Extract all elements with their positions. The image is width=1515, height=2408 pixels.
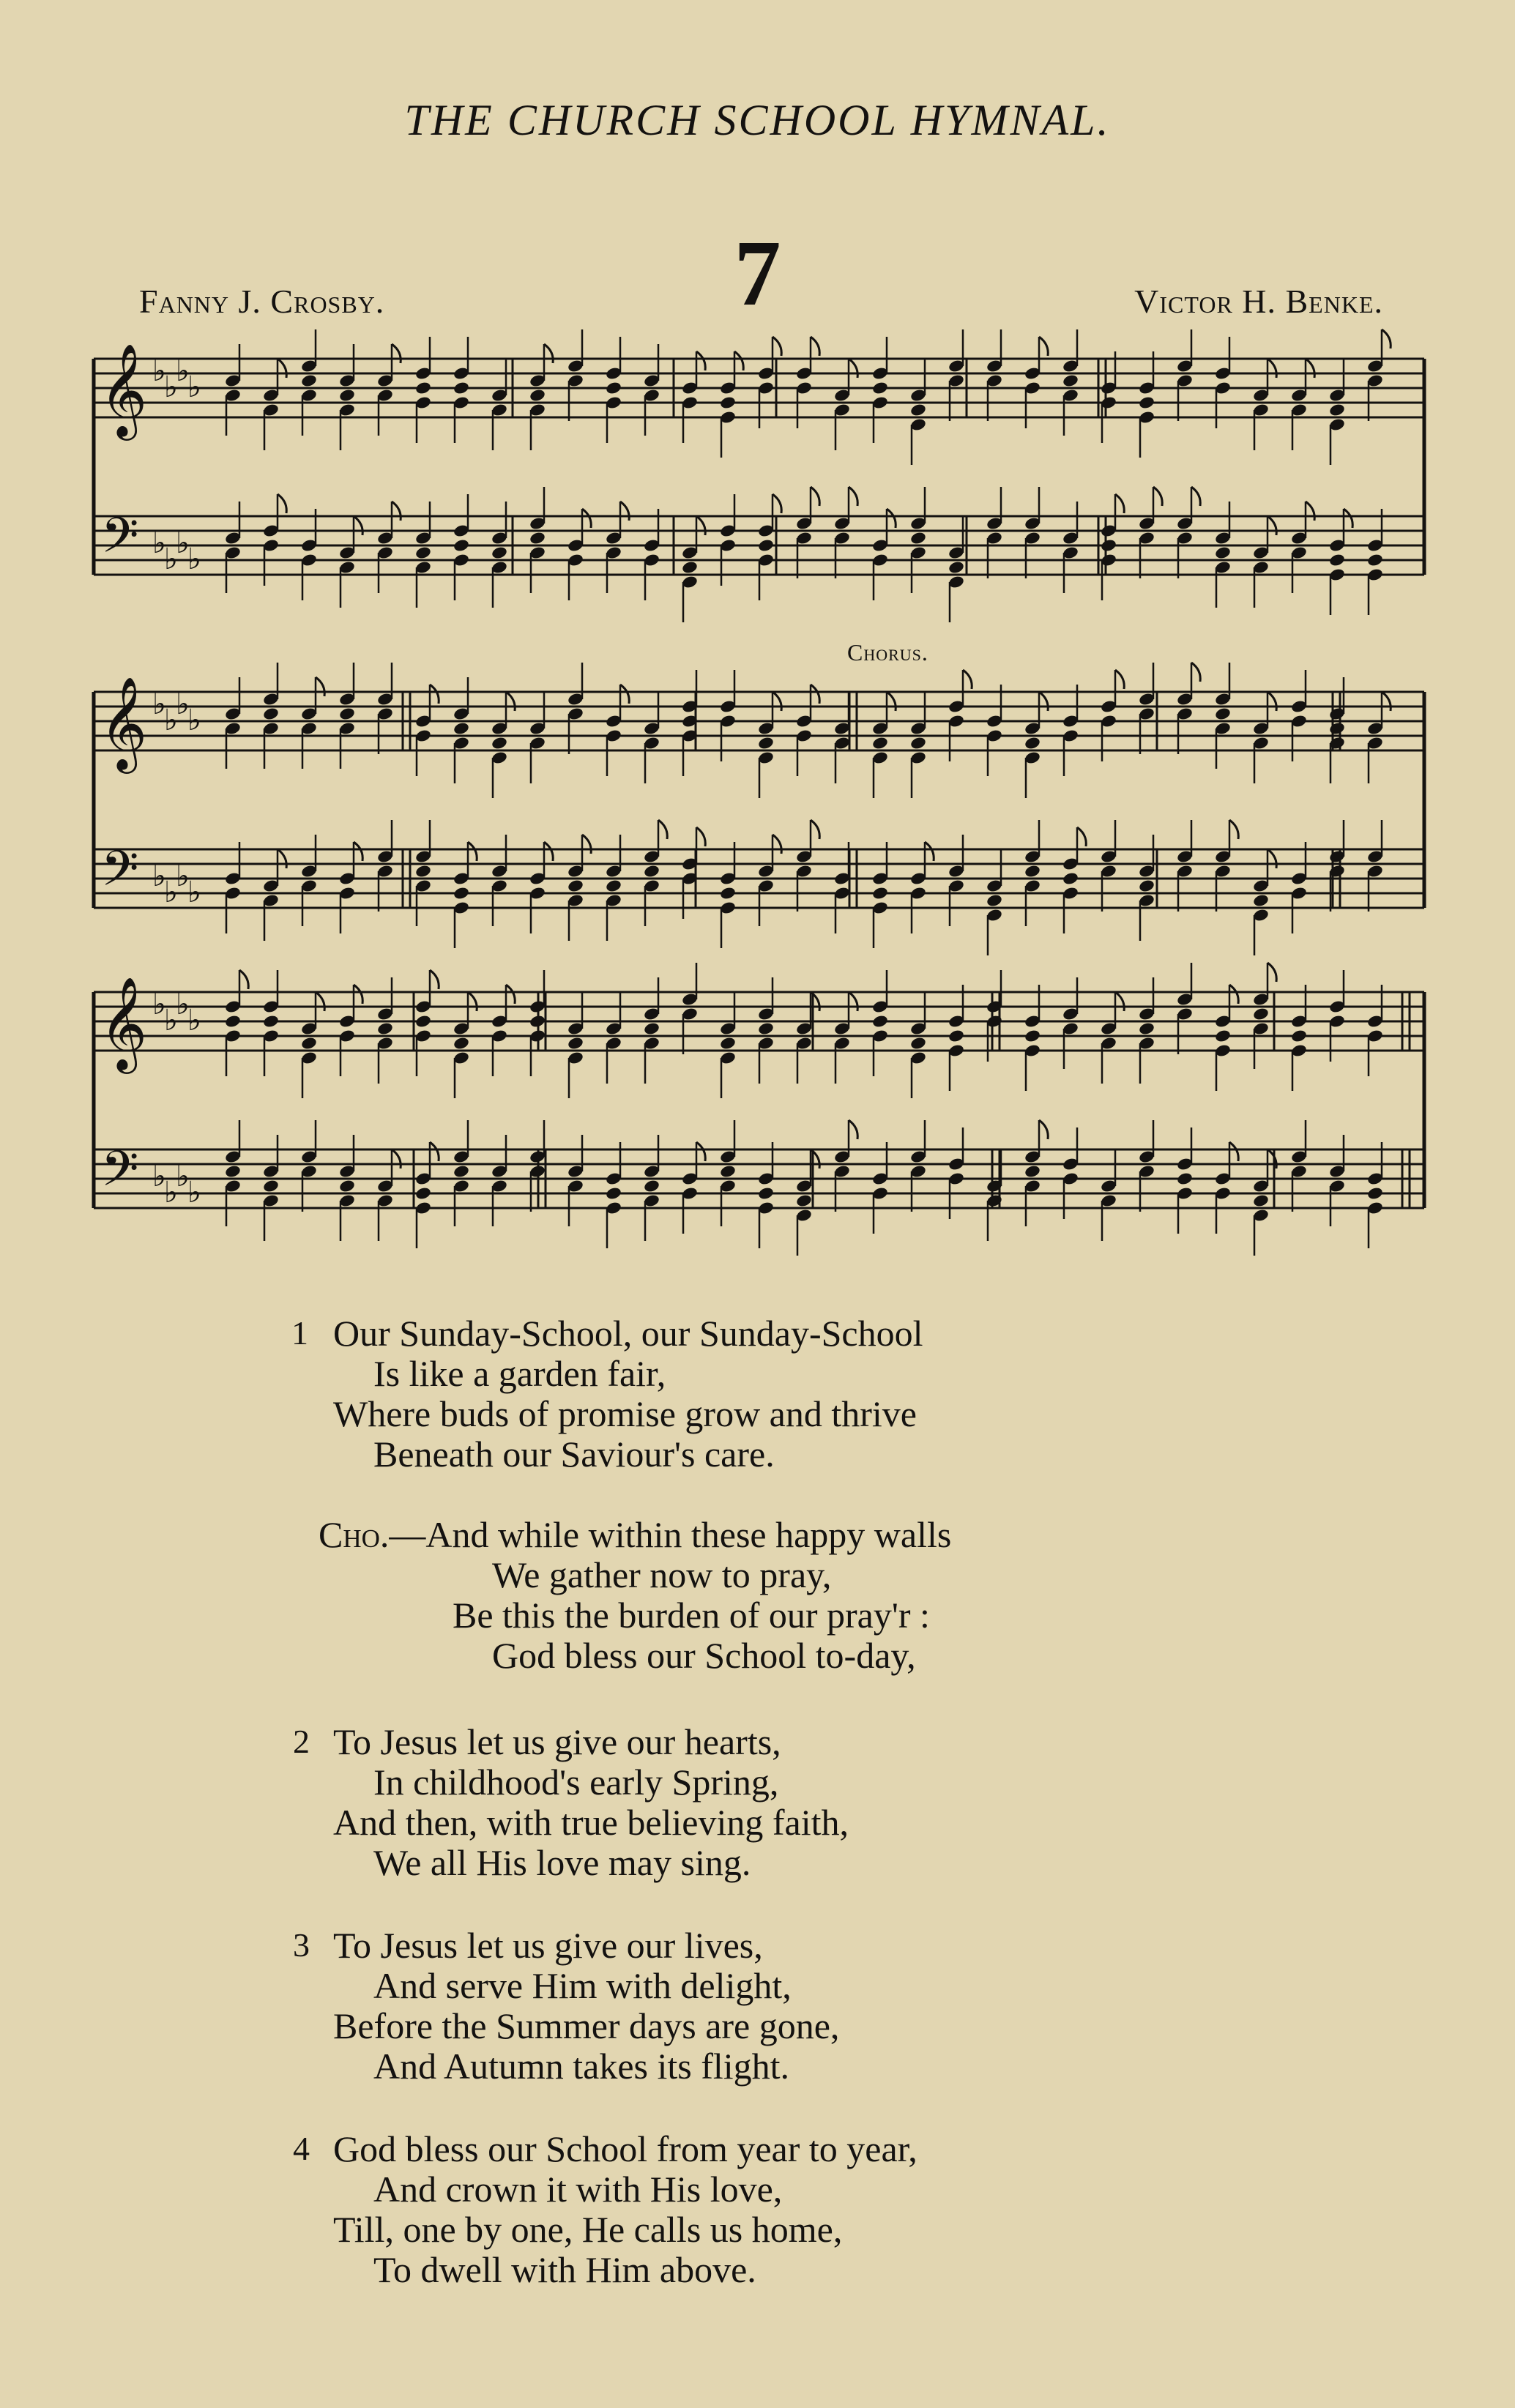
note-head [948,560,965,575]
note-head [1366,553,1384,567]
lyric-line: Beneath our Saviour's care. [373,1434,775,1475]
note-head [757,538,775,553]
note-flag [963,670,972,689]
lyric-line: To Jesus let us give our lives, [333,1925,763,1966]
note-flag [811,685,819,704]
flat-icon: ♭ [164,1004,178,1037]
note-flag [696,1142,705,1161]
note-head [719,1164,737,1179]
note-flag [468,992,477,1011]
note-head [909,1036,927,1051]
note-head [453,721,470,736]
note-flag [392,502,401,521]
treble-clef-icon: 𝄞 [100,976,148,1070]
note-flag [773,337,781,356]
note-head [986,893,1003,908]
lyric-line: In childhood's early Spring, [373,1762,779,1803]
note-flag [1229,1142,1238,1161]
note-flag [278,849,286,868]
note-flag [1229,985,1238,1004]
note-head [529,388,546,403]
flat-icon: ♭ [152,1160,166,1193]
flat-icon: ♭ [187,543,201,576]
note-head [1214,545,1232,560]
note-flag [392,1149,401,1168]
flat-icon: ♭ [187,704,201,737]
lyric-line: To dwell with Him above. [373,2249,756,2290]
hymn-number: 7 [734,221,781,325]
note-flag [1382,692,1391,711]
note-flag [773,494,781,513]
author-credit: Fanny J. Crosby. [139,283,385,320]
note-head [948,1029,965,1043]
note-head [757,1021,775,1036]
note-head [757,1186,775,1201]
note-head [453,1164,470,1179]
note-flag [925,842,934,861]
note-flag [392,344,401,363]
note-head [491,736,508,750]
lyric-line: And Autumn takes its flight. [373,2046,790,2087]
note-head [529,531,546,545]
note-flag [811,337,819,356]
note-head [338,388,356,403]
note-head [909,736,927,750]
stanza-number: 3 [293,1926,310,1964]
stanza-number: 1 [291,1314,308,1352]
note-flag [1268,692,1276,711]
note-head [871,886,889,901]
stanza-number: 4 [293,2130,310,2167]
note-head [262,1179,280,1193]
lyric-line: To Jesus let us give our hearts, [333,1721,781,1762]
lyric-line: Where buds of promise grow and thrive [333,1393,917,1434]
note-flag [1191,663,1200,682]
note-flag [696,516,705,535]
note-flag [811,487,819,506]
note-flag [1115,670,1124,689]
note-head [681,560,699,575]
note-head [605,879,622,893]
note-head [1290,1029,1308,1043]
note-head [300,1036,318,1051]
flat-icon: ♭ [164,1176,178,1209]
note-head [871,381,889,395]
note-flag [506,985,515,1004]
note-head [1214,707,1232,721]
treble-clef-icon: 𝄞 [100,676,148,769]
note-flag [1115,494,1124,513]
note-head [1366,1186,1384,1201]
note-flag [1039,337,1048,356]
note-head [1176,1171,1194,1186]
note-head [1328,721,1346,736]
chorus-line: Be this the burden of our pray'r : [453,1595,930,1636]
flat-icon: ♭ [152,354,166,388]
note-head [491,545,508,560]
note-flag [582,835,591,854]
bass-clef-icon: 𝄢 [101,840,139,909]
note-flag [506,692,515,711]
flat-icon: ♭ [152,860,166,893]
note-head [1024,1164,1041,1179]
note-head [643,864,660,879]
note-head [1138,1021,1155,1036]
treble-clef-icon: 𝄞 [100,343,148,436]
note-head [871,736,889,750]
note-head [453,381,470,395]
note-head [414,381,432,395]
note-head [1024,1029,1041,1043]
lyric-line: And then, with true believing faith, [333,1802,849,1843]
flat-icon: ♭ [176,526,190,560]
note-flag [468,842,477,861]
note-flag [354,985,362,1004]
note-head [605,1186,622,1201]
note-head [1062,373,1079,388]
flat-icon: ♭ [152,526,166,560]
note-flag [1268,359,1276,378]
bass-clef-icon: 𝄢 [101,1141,139,1209]
note-head [414,1186,432,1201]
note-head [300,373,318,388]
note-flag [354,516,362,535]
note-flag [849,1120,857,1139]
flat-icon: ♭ [187,1004,201,1037]
note-head [1024,864,1041,879]
note-flag [849,487,857,506]
note-flag [1268,963,1276,982]
note-head [414,545,432,560]
note-head [453,1036,470,1051]
note-head [1138,879,1155,893]
note-flag [696,351,705,370]
chorus-text: —And while within these happy walls [389,1514,952,1555]
flat-icon: ♭ [187,1176,201,1209]
note-head [414,864,432,879]
flat-icon: ♭ [176,354,190,388]
note-head [719,395,737,410]
note-head [1252,1193,1270,1208]
flat-icon: ♭ [187,876,201,909]
note-head [262,1014,280,1029]
note-flag [849,359,857,378]
chorus-marker: Chorus. [847,639,928,666]
flat-icon: ♭ [164,543,178,576]
note-head [1062,871,1079,886]
note-flag [544,344,553,363]
note-head [871,1014,889,1029]
note-head [1214,1029,1232,1043]
chorus-line: God bless our School to-day, [492,1635,916,1676]
note-head [414,1014,432,1029]
flat-icon: ♭ [176,988,190,1021]
note-flag [316,992,324,1011]
note-head [262,707,280,721]
note-head [1252,893,1270,908]
note-flag [620,502,629,521]
lyric-line: Before the Summer days are gone, [333,2005,840,2046]
note-flag [1268,516,1276,535]
note-head [1024,736,1041,750]
note-head [795,1193,813,1208]
note-flag [773,692,781,711]
note-head [719,886,737,901]
lyric-line: And crown it with His love, [373,2169,783,2210]
note-flag [811,820,819,839]
note-flag [1229,820,1238,839]
note-flag [696,827,705,846]
flat-icon: ♭ [164,704,178,737]
bass-clef-icon: 𝄢 [101,507,139,575]
lyric-line: God bless our School from year to year, [333,2128,917,2169]
note-head [909,531,927,545]
note-flag [354,842,362,861]
note-flag [1153,487,1162,506]
note-flag [1039,1120,1048,1139]
note-flag [1268,849,1276,868]
note-flag [887,509,896,528]
note-head [567,879,584,893]
chorus-line [319,1513,951,1556]
flat-icon: ♭ [152,988,166,1021]
flat-icon: ♭ [176,860,190,893]
lyric-line: Is like a garden fair, [373,1353,666,1394]
note-head [719,1036,737,1051]
composer-credit: Victor H. Benke. [1134,283,1383,320]
note-flag [1191,487,1200,506]
note-head [643,1021,660,1036]
note-flag [887,692,896,711]
note-flag [430,685,439,704]
note-flag [278,494,286,513]
note-flag [239,970,248,989]
note-head [224,1014,242,1029]
note-flag [1115,992,1124,1011]
note-flag [544,842,553,861]
flat-icon: ♭ [187,370,201,404]
note-head [1100,538,1117,553]
note-flag [430,970,439,989]
note-flag [278,359,286,378]
note-head [224,1164,242,1179]
flat-icon: ♭ [176,687,190,721]
flat-icon: ♭ [176,1160,190,1193]
note-head [605,381,622,395]
flat-icon: ♭ [152,687,166,721]
note-flag [1382,329,1391,348]
note-flag [734,351,743,370]
note-flag [1077,827,1086,846]
note-head [567,1036,584,1051]
lyric-line: Our Sunday-School, our Sunday-School [333,1313,923,1354]
note-head [338,707,356,721]
note-head [529,1014,546,1029]
note-flag [582,509,591,528]
note-flag [1306,359,1314,378]
running-title: THE CHURCH SCHOOL HYMNAL. [404,96,1111,144]
note-head [1138,395,1155,410]
chorus-label: Cho. [319,1514,390,1555]
lyric-line: We all His love may sing. [373,1842,751,1883]
lyric-line: Till, one by one, He calls us home, [333,2209,843,2250]
note-flag [430,1142,439,1161]
chorus-line: We gather now to pray, [492,1554,832,1595]
note-flag [1306,502,1314,521]
note-head [643,1179,660,1193]
flat-icon: ♭ [164,370,178,404]
note-flag [1344,509,1352,528]
note-head [338,1179,356,1193]
note-head [376,1021,394,1036]
note-head [1328,403,1346,417]
note-head [453,538,470,553]
note-head [757,736,775,750]
note-head [1252,1007,1270,1021]
note-head [909,403,927,417]
stanza-number: 2 [293,1723,310,1760]
note-flag [620,685,629,704]
note-head [453,886,470,901]
note-head [1328,553,1346,567]
note-flag [849,992,857,1011]
note-flag [1039,692,1048,711]
flat-icon: ♭ [164,876,178,909]
note-flag [658,820,667,839]
lyric-line: And serve Him with delight, [373,1965,792,2006]
note-flag [773,835,781,854]
note-flag [316,677,324,696]
